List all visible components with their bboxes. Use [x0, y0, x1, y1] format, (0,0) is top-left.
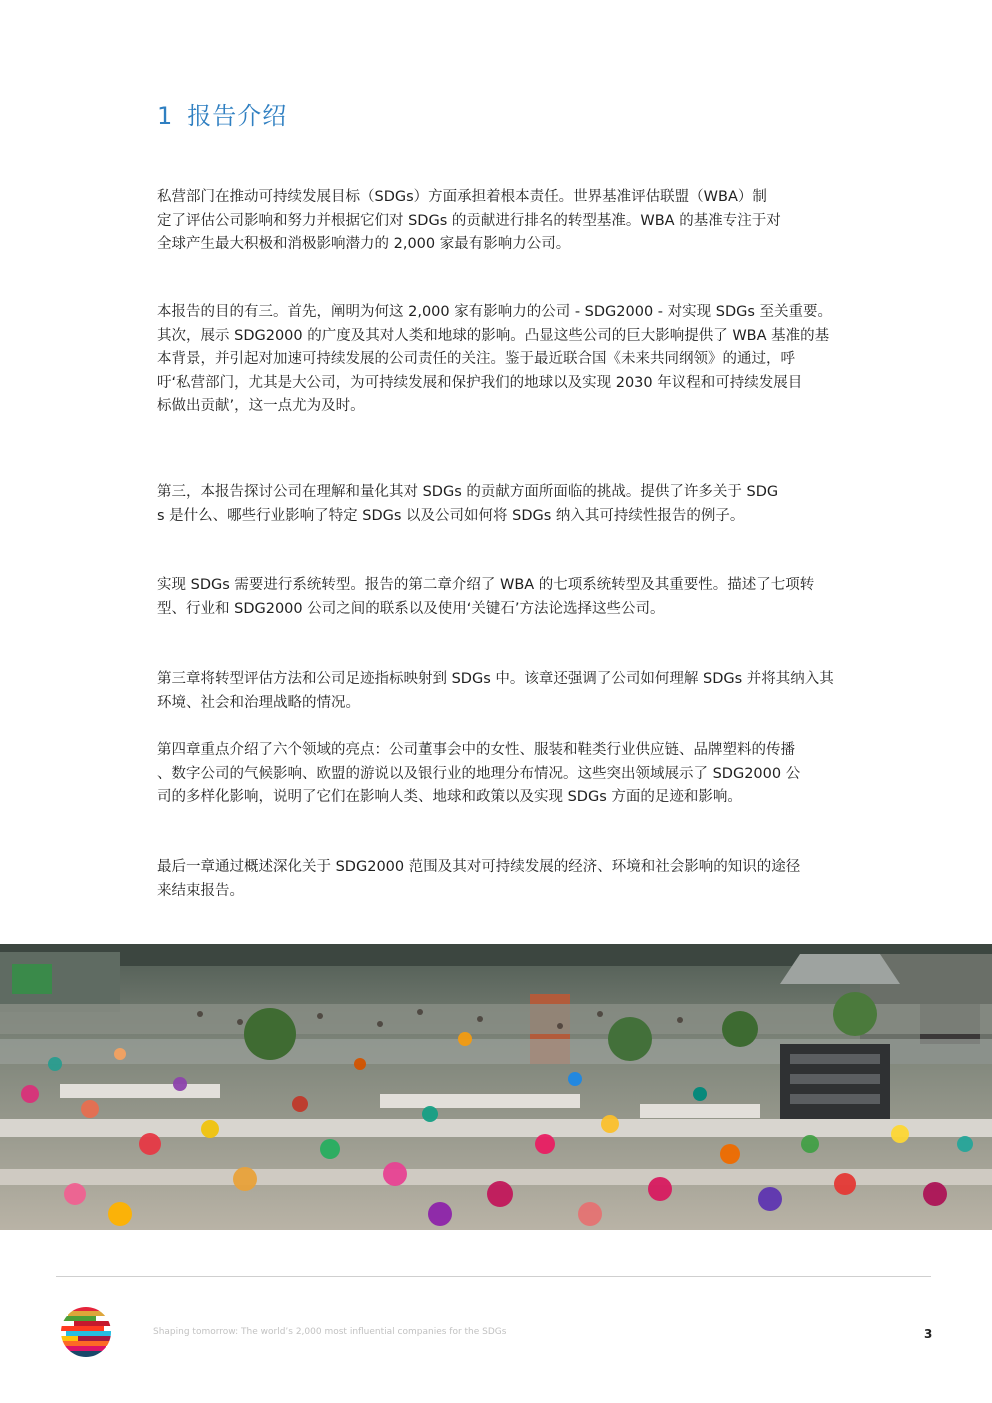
text-line: 定了评估公司影响和努力并根据它们对 SDGs 的贡献进行排名的转型基准。WBA 的基准专注于对	[157, 212, 781, 229]
paragraph-3	[157, 481, 882, 528]
footer-report-title: Shaping tomorrow: The world’s 2,000 most influential companies for the SDGs	[153, 1327, 507, 1337]
page-number: 3	[924, 1327, 933, 1341]
section-number: 1	[157, 102, 174, 130]
text-line: 全球产生最大积极和消极影响潜力的 2,000 家最有影响力公司。	[157, 236, 571, 252]
paragraph-2	[157, 301, 882, 419]
text-line: 标做出贡献’，这一点尤为及时。	[157, 398, 365, 414]
text-line: 环境、社会和治理战略的情况。	[157, 694, 360, 711]
text-line: 本背景，并引起对加速可持续发展的公司责任的关注。鉴于最近联合国《未来共同纲领》的通过，呼	[157, 351, 795, 367]
text-line: 吁‘私营部门，尤其是大公司，为可持续发展和保护我们的地球以及实现 2030 年议程和可持续发展目	[157, 374, 803, 391]
text-line: 第四章重点介绍了六个领域的亮点：公司董事会中的女性、服装和鞋类行业供应链、品牌塑料的传播	[157, 742, 795, 758]
factory-floor-photo	[0, 944, 992, 1230]
text-line: 私营部门在推动可持续发展目标（SDGs）方面承担着根本责任。世界基准评估联盟（WBA）制	[157, 189, 767, 205]
section-title: 报告介绍	[187, 102, 288, 130]
text-line: s 是什么、哪些行业影响了特定 SDGs 以及公司如何将 SDGs 纳入其可持续性报告的例子。	[157, 507, 745, 524]
wba-logo-icon	[60, 1306, 112, 1358]
text-line: 实现 SDGs 需要进行系统转型。报告的第二章介绍了 WBA 的七项系统转型及其重要性。描述了七项转	[157, 577, 815, 593]
text-line: 、数字公司的气候影响、欧盟的游说以及银行业的地理分布情况。这些突出领域展示了 SDG2000 公	[157, 765, 801, 782]
text-line: 最后一章通过概述深化关于 SDG2000 范围及其对可持续发展的经济、环境和社会影响的知识的途径	[157, 859, 801, 875]
text-line: 司的多样化影响，说明了它们在影响人类、地球和政策以及实现 SDGs 方面的足迹和影响。	[157, 789, 742, 805]
text-line: 第三章将转型评估方法和公司足迹指标映射到 SDGs 中。该章还强调了公司如何理解 SDGs 并将其纳入其	[157, 671, 834, 687]
section-heading	[157, 96, 287, 131]
paragraph-5	[157, 668, 882, 715]
text-line: 其次，展示 SDG2000 的广度及其对人类和地球的影响。凸显这些公司的巨大影响提供了 WBA 基准的基	[157, 327, 830, 344]
text-line: 本报告的目的有三。首先，阐明为何这 2,000 家有影响力的公司 - SDG2000 - 对实现 SDGs 至关重要。	[157, 304, 833, 320]
text-line: 第三，本报告探讨公司在理解和量化其对 SDGs 的贡献方面所面临的挑战。提供了许多关于 SDG	[157, 484, 779, 500]
paragraph-1	[157, 186, 882, 257]
text-line: 来结束报告。	[157, 882, 244, 899]
paragraph-6	[157, 739, 882, 810]
footer-divider	[56, 1276, 931, 1277]
paragraph-4	[157, 574, 882, 621]
paragraph-7	[157, 856, 882, 903]
text-line: 型、行业和 SDG2000 公司之间的联系以及使用‘关键石’方法论选择这些公司。	[157, 600, 665, 617]
